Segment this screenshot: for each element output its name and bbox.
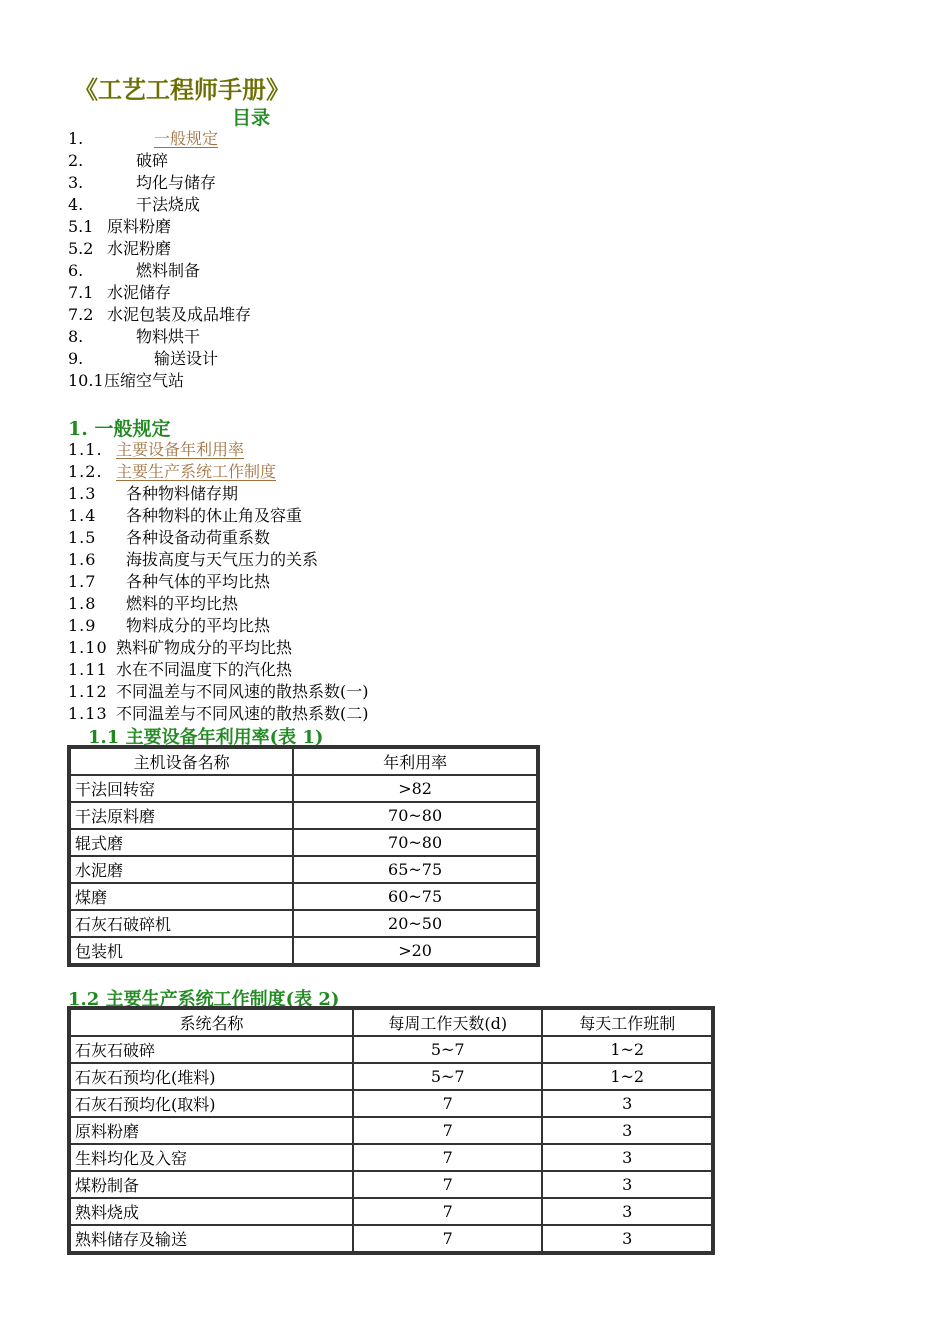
table-cell: 7 <box>353 1117 543 1144</box>
section-item-number: 1.9 <box>68 616 97 635</box>
toc-number: 8. <box>68 327 84 346</box>
section-item-number: 1.7 <box>68 572 97 591</box>
table-row <box>70 1144 712 1171</box>
table-cell: 65~75 <box>293 856 537 883</box>
toc-link[interactable]: 一般规定 <box>154 129 219 148</box>
section-item-number: 1.8 <box>68 594 97 613</box>
table-cell: 70~80 <box>293 829 537 856</box>
section-item-link[interactable]: 主要生产系统工作制度 <box>116 462 277 481</box>
table-cell: 20~50 <box>293 910 537 937</box>
section-item-text: 各种设备动荷重系数 <box>126 528 271 547</box>
toc-text: 水泥包装及成品堆存 <box>107 305 252 324</box>
table-cell: 5~7 <box>353 1063 543 1090</box>
table-row <box>70 1171 712 1198</box>
table-cell: 5~7 <box>353 1036 543 1063</box>
table-header-row <box>70 1009 712 1036</box>
table-cell: 生料均化及入窑 <box>70 1144 353 1171</box>
toc-text: 压缩空气站 <box>104 371 185 390</box>
table-cell: 原料粉磨 <box>70 1117 353 1144</box>
toc-text: 水泥粉磨 <box>107 239 172 258</box>
table-row <box>70 1090 712 1117</box>
table-row <box>70 802 537 829</box>
section-item-number: 1.10 <box>68 638 108 657</box>
table-cell: 3 <box>542 1198 712 1225</box>
section-heading: 1. 一般规定 <box>68 418 171 440</box>
column-header: 每天工作班制 <box>542 1009 712 1036</box>
table-cell: 石灰石破碎 <box>70 1036 353 1063</box>
section-item-link[interactable]: 主要设备年利用率 <box>116 440 245 459</box>
table-cell: 3 <box>542 1225 712 1252</box>
table-row <box>70 1198 712 1225</box>
toc-text: 燃料制备 <box>136 261 201 280</box>
table1-caption: 1.1 主要设备年利用率(表 1) <box>88 727 324 748</box>
toc-text: 水泥储存 <box>107 283 172 302</box>
table-cell: 3 <box>542 1090 712 1117</box>
table-row <box>70 856 537 883</box>
table-cell: 7 <box>353 1090 543 1117</box>
equipment-utilization-table <box>69 747 538 965</box>
toc-number: 2. <box>68 151 84 170</box>
table-cell: 熟料烧成 <box>70 1198 353 1225</box>
section-item-text: 海拔高度与天气压力的关系 <box>126 550 319 569</box>
table-cell: 干法原料磨 <box>70 802 293 829</box>
column-header: 主机设备名称 <box>70 748 293 775</box>
table-cell: 熟料储存及输送 <box>70 1225 353 1252</box>
section-item-number: 1.6 <box>68 550 97 569</box>
toc-text: 破碎 <box>136 151 169 170</box>
table-row <box>70 883 537 910</box>
table-cell: 7 <box>353 1171 543 1198</box>
section-item-number: 1.1. <box>68 440 103 459</box>
section-item-text: 燃料的平均比热 <box>126 594 239 613</box>
table-header-row <box>70 748 537 775</box>
table-row <box>70 1063 712 1090</box>
column-header: 系统名称 <box>70 1009 353 1036</box>
table-row <box>70 1225 712 1252</box>
toc-number: 3. <box>68 173 84 192</box>
column-header: 每周工作天数(d) <box>353 1009 543 1036</box>
section-item-text: 不同温差与不同风速的散热系数(一) <box>116 682 369 701</box>
table-row <box>70 1036 712 1063</box>
toc-number: 5.2 <box>68 239 94 258</box>
table-cell: 70~80 <box>293 802 537 829</box>
toc-number: 9. <box>68 349 84 368</box>
table-cell: 干法回转窑 <box>70 775 293 802</box>
section-item-text: 各种物料储存期 <box>126 484 239 503</box>
document-title: 《工艺工程师手册》 <box>74 75 290 104</box>
toc-text: 干法烧成 <box>136 195 201 214</box>
table-cell: 3 <box>542 1117 712 1144</box>
toc-number: 10.1 <box>68 371 104 390</box>
table-cell: 辊式磨 <box>70 829 293 856</box>
toc-heading: 目录 <box>232 107 271 129</box>
toc-number: 5.1 <box>68 217 94 236</box>
table2-caption: 1.2 主要生产系统工作制度(表 2) <box>68 989 340 1010</box>
table-cell: 石灰石预均化(堆料) <box>70 1063 353 1090</box>
table-cell: 水泥磨 <box>70 856 293 883</box>
table-cell: 60~75 <box>293 883 537 910</box>
table-row <box>70 829 537 856</box>
toc-number: 7.2 <box>68 305 94 324</box>
table-cell: 7 <box>353 1144 543 1171</box>
section-item-number: 1.13 <box>68 704 108 723</box>
table-cell: 石灰石预均化(取料) <box>70 1090 353 1117</box>
table-row <box>70 937 537 964</box>
section-item-text: 物料成分的平均比热 <box>126 616 271 635</box>
table-row <box>70 1117 712 1144</box>
table-cell: 1~2 <box>542 1063 712 1090</box>
section-item-text: 不同温差与不同风速的散热系数(二) <box>116 704 369 723</box>
table-cell: 1~2 <box>542 1036 712 1063</box>
toc-text: 原料粉磨 <box>107 217 172 236</box>
table-cell: 7 <box>353 1225 543 1252</box>
table-cell: 3 <box>542 1144 712 1171</box>
toc-text: 物料烘干 <box>136 327 201 346</box>
table-cell: 煤磨 <box>70 883 293 910</box>
toc-number: 7.1 <box>68 283 94 302</box>
section-item-text: 各种物料的休止角及容重 <box>126 506 303 525</box>
toc-number: 1. <box>68 129 84 148</box>
section-item-number: 1.11 <box>68 660 108 679</box>
table-cell: 煤粉制备 <box>70 1171 353 1198</box>
work-schedule-table <box>69 1008 713 1253</box>
toc-number: 6. <box>68 261 84 280</box>
section-item-number: 1.4 <box>68 506 97 525</box>
section-item-number: 1.2. <box>68 462 103 481</box>
section-item-text: 水在不同温度下的汽化热 <box>116 660 293 679</box>
table-cell: >20 <box>293 937 537 964</box>
section-item-number: 1.5 <box>68 528 97 547</box>
column-header: 年利用率 <box>293 748 537 775</box>
section-item-text: 熟料矿物成分的平均比热 <box>116 638 293 657</box>
toc-text: 输送设计 <box>154 349 219 368</box>
section-item-text: 各种气体的平均比热 <box>126 572 271 591</box>
table-cell: 3 <box>542 1171 712 1198</box>
table-row <box>70 775 537 802</box>
section-item-number: 1.12 <box>68 682 108 701</box>
table-cell: 7 <box>353 1198 543 1225</box>
toc-text: 均化与储存 <box>136 173 217 192</box>
table-cell: >82 <box>293 775 537 802</box>
toc-number: 4. <box>68 195 84 214</box>
table-cell: 包装机 <box>70 937 293 964</box>
section-item-number: 1.3 <box>68 484 97 503</box>
table-row <box>70 910 537 937</box>
table-cell: 石灰石破碎机 <box>70 910 293 937</box>
